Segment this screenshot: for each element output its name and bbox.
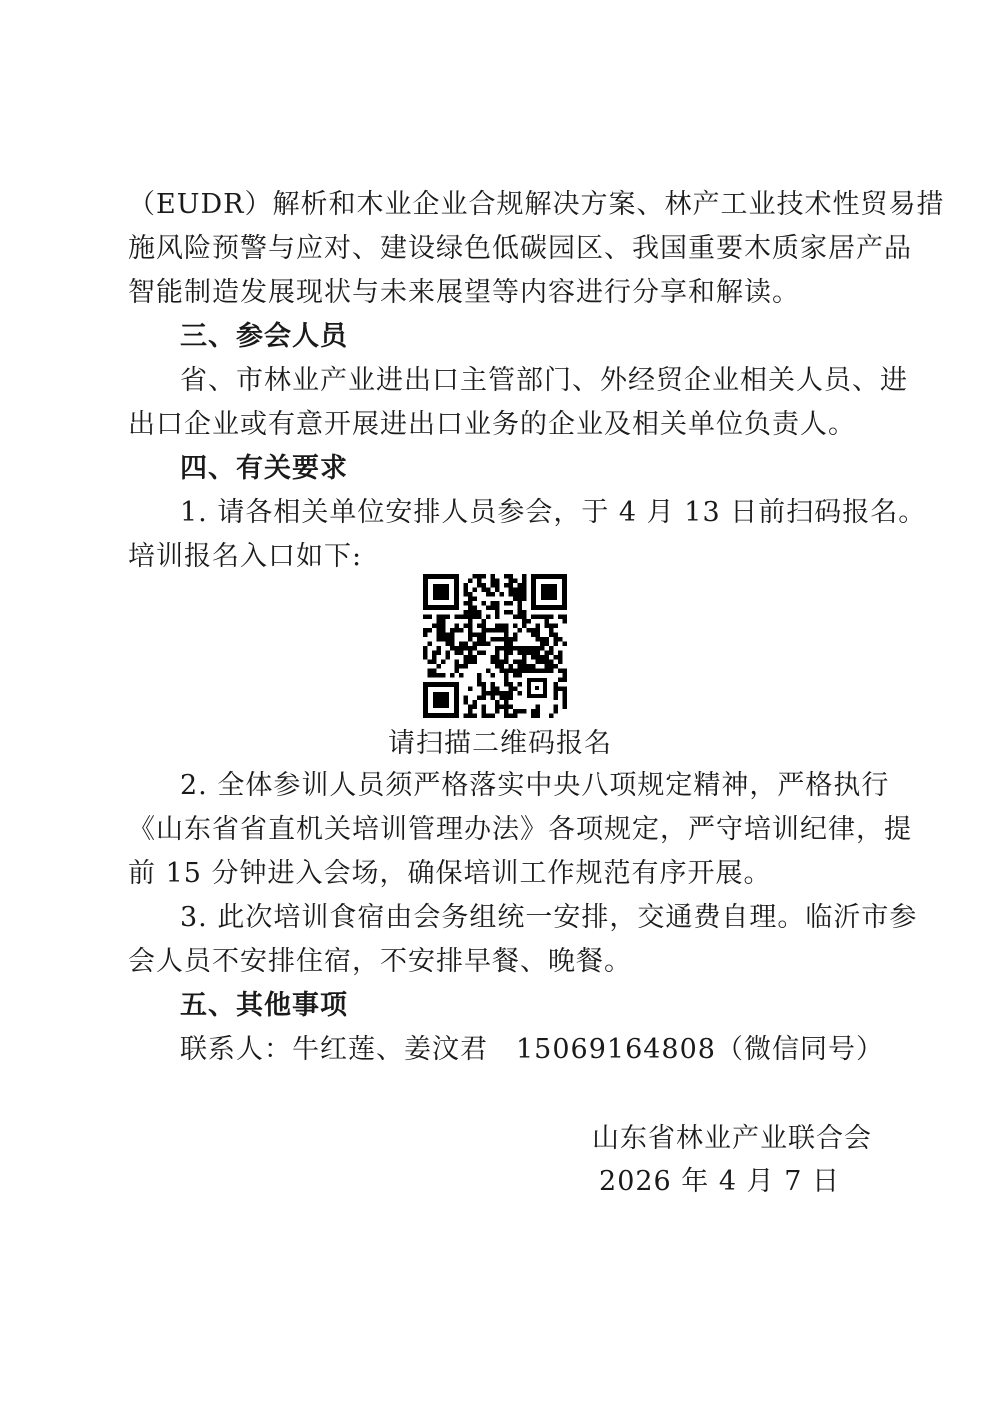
body-text-line: 培训报名入口如下: [128, 541, 363, 572]
signature-date: 2026 年 4 月 7 日 [599, 1166, 840, 1197]
body-text-line: 3. 此次培训食宿由会务组统一安排，交通费自理。临沂市参 [180, 902, 918, 933]
section-heading-3: 三、参会人员 [180, 321, 348, 352]
body-text-line: 1. 请各相关单位安排人员参会，于 4 月 13 日前扫码报名。 [180, 497, 927, 528]
body-text-line: 2. 全体参训人员须严格落实中央八项规定精神，严格执行 [180, 770, 890, 801]
body-text-line: 施风险预警与应对、建设绿色低碳园区、我国重要木质家居产品 [128, 233, 912, 264]
body-text-line: 会人员不安排住宿，不安排早餐、晚餐。 [128, 946, 632, 977]
body-text-line: 前 15 分钟进入会场，确保培训工作规范有序开展。 [128, 858, 772, 889]
contact-line: 联系人：牛红莲、姜汶君 15069164808（微信同号） [180, 1034, 884, 1065]
signature-organization: 山东省林业产业联合会 [592, 1123, 872, 1154]
body-text-line: （EUDR）解析和木业企业合规解决方案、林产工业技术性贸易措 [128, 189, 945, 220]
body-text-line: 《山东省省直机关培训管理办法》各项规定，严守培训纪律，提 [128, 814, 912, 845]
section-heading-5: 五、其他事项 [180, 990, 348, 1021]
registration-qr-code[interactable] [419, 570, 571, 722]
body-text-line: 出口企业或有意开展进出口业务的企业及相关单位负责人。 [128, 409, 856, 440]
section-heading-4: 四、有关要求 [180, 453, 348, 484]
qr-caption: 请扫描二维码报名 [388, 728, 612, 759]
body-text-line: 智能制造发展现状与未来展望等内容进行分享和解读。 [128, 277, 800, 308]
body-text-line: 省、市林业产业进出口主管部门、外经贸企业相关人员、进 [180, 365, 908, 396]
